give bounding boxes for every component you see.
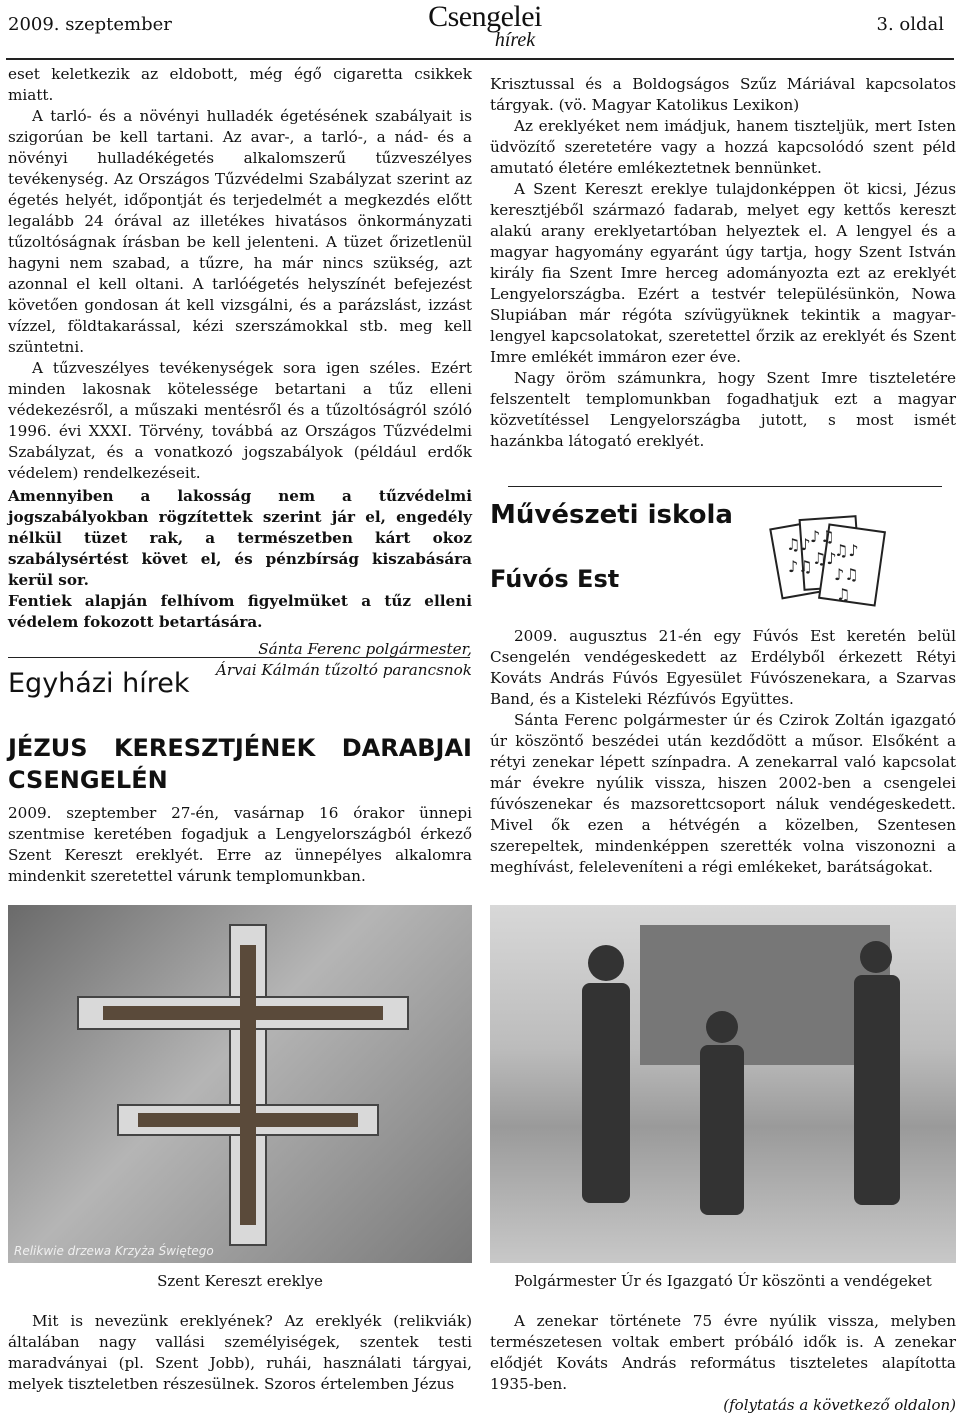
left-bold-appeal: Fentiek alapján felhívom figyelmüket a tűz elleni védelem fokozott betartására. [8,592,472,631]
relic-definition-paragraph: Mit is nevezünk ereklyének? Az ereklyék (relikviák) általában nagy vallási személyiségek, szentek testi maradványai (pl. Szent Jobb), ruhái, használati tárgyai, melyek tiszteletben részesülnek. Szoros értelemben Jézus [8,1312,472,1393]
cross-article-paragraph: 2009. szeptember 27-én, vasárnap 16 órakor ünnepi szentmise keretében fogadjuk a Lengyelországból érkező Szent Kereszt ereklyét. Erre az ünnepélyes alkalomra mindenkit szeretettel várunk templomunkban. [8,804,472,885]
svg-text:♫: ♫ [836,585,851,604]
svg-text:♪♫: ♪♫ [810,527,835,546]
masthead [420,0,550,51]
music-sheets-icon [768,510,888,620]
right-paragraph-1: Krisztussal és a Boldogságos Szűz Máriával kapcsolatos tárgyak. (vö. Magyar Katolikus Lexikon) [490,75,956,114]
right-column [490,74,956,452]
left-section-rule [8,657,470,658]
signature-fire-chief: Árvai Kálmán tűzoltó parancsnok [215,661,472,679]
right-paragraph-3: A Szent Kereszt ereklye tulajdonképpen öt kicsi, Jézus keresztjéből származó fadarab, melyet egy kettős kereszt alakú arany ereklyetartóban helyeztek el. A lengyel és a magyar hagyomány egyaránt úgy tartja, hogy Szent István király fia Szent Imre herceg adományozta ezt az ereklyét Lengyelországba. Ezért a testvér településünkön, Nowa Slupiában már régóta szívügyüknek tekintik a magyar-lengyel kapcsolatokat, szeretettel őrzik az ereklyét és Szent Imre emlékét immáron ezer éve. [490,180,956,366]
left-paragraph-1: eset keletkezik az eldobott, még égő cigaretta csikkek miatt. [8,65,472,104]
masthead-subtitle: hírek [494,29,536,51]
section-title-art-school: Művészeti iskola [490,500,733,530]
article-title-cross: JÉZUS KERESZTJÉNEK DARABJAI CSENGELÉN [8,734,472,794]
svg-text:♪♫: ♪♫ [834,565,859,584]
left-paragraph-2: A tarló- és a növényi hulladék égetésének szabályait is szigorúan be kell tartani. Az avar-, a tarló-, a nád- és a növényi hulladékégetés alkalomszerű tűzveszélyes tevékenység. Az Országos Tűzvédelmi Szabályzat szerint az égetés helyét, időpontját és terjedelmét a megkezdés előtt legalább 24 órával az illetékes hivatásos önkormányzati tűzoltóságnak írásban be kell jelenteni. A tüzet őrizetlenül hagyni nem szabad, a tűzre, ha már nincs szükség, azt azonnal el kell oltani. A tarlóégetés helyszínét befejezést követően gondosan át kell vizsgálni, és a parázslást, izzást vízzel, földtakarással, kézi szerszámokkal stb. meg kell szüntetni. [8,107,472,356]
svg-text:♫♪: ♫♪ [786,535,811,554]
continued-note: (folytatás a következő oldalon) [723,1396,956,1414]
wind-evening-paragraph-1: 2009. augusztus 21-én egy Fúvós Est keretén belül Csengelén vendégeskedett az Erdélyből érkezett Rétyi Kováts András Fúvós Egyesület Fúvószenekara, a Szarvas Band, és a Kisteleki Rézfúvós Együttes. [490,627,956,708]
bottom-right-text [490,1311,956,1416]
caption-mayor-and-director: Polgármester Úr és Igazgató Úr köszönti a vendégeket [514,1272,932,1290]
right-paragraph-4: Nagy öröm számunkra, hogy Szent Imre tiszteletére felszentelt templomunkban fogadhatjuk ezt a magyar közvetítéssel Lengyelországba jutott, s most ismét hazánkba látogató ereklyét. [490,369,956,450]
cross-article-text [8,803,472,887]
svg-text:♫♪: ♫♪ [812,549,837,568]
signature-mayor: Sánta Ferenc polgármester, [258,640,472,658]
left-bold-warning: Amennyiben a lakosság nem a tűzvédelmi jogszabályokban rögzítettek szerint jár el, engedély nélkül tüzet rak, a természetben kárt okoz szabálysértést követ el, és pénzbírság kiszabására kerül sor. [8,487,472,589]
page-number: 3. oldal [876,14,944,35]
photo-mayor-and-director [490,905,956,1263]
masthead-title: Csengelei [428,0,542,33]
issue-date: 2009. szeptember [8,14,172,35]
wind-evening-paragraph-2: Sánta Ferenc polgármester úr és Czirok Zoltán igazgató úr köszöntő beszédei után kezdődött a műsor. Elsőként a rétyi zenekar lépett színpadra. A zenekarral való kapcsolat már évekre nyúlik vissza, hiszen 2002-ben a csengelei fúvószenekar és mazsorettcsoport náluk vendégeskedett. Mivel ők ezen a hétvégén a közelben, Szentesen szerepeltek, mindenképpen szerették volna viszonozni a meghívást, feleleveníteni a régi emlékeket, barátságokat. [490,711,956,876]
left-paragraph-3: A tűzveszélyes tevékenységek sora igen széles. Ezért minden lakosnak kötelessége betartani a tűz elleni védekezésről, a műszaki mentésről és a tűzoltóságról szóló 1996. évi XXXI. Törvény, továbbá az Országos Tűzvédelmi Szabályzat, és a vonatkozó jogszabályok (például erdők védelem) rendelkezéseit. [8,359,472,482]
left-column [8,64,472,681]
svg-text:♪♫: ♪♫ [788,557,813,576]
bottom-left-text [8,1311,472,1395]
relic-overlay-caption: Relikwie drzewa Krzyża Świętego [14,1244,214,1258]
page-header [0,0,960,60]
header-rule [6,58,954,60]
section-title-church-news: Egyházi hírek [8,668,190,699]
caption-holy-cross-relic: Szent Kereszt ereklye [157,1272,323,1290]
right-paragraph-2: Az ereklyéket nem imádjuk, hanem tiszteljük, mert Isten üdvözítő szeretetére vagy a hozzá kapcsolódó szent péld amutató életére emlékeztetnek bennünket. [490,117,956,177]
subsection-title-wind-evening: Fúvós Est [490,565,620,593]
wind-evening-text [490,626,956,878]
band-history-paragraph: A zenekar története 75 évre nyúlik vissza, melyben természetesen voltak embert próbáló idők is. A zenekar elődjét Kováts András református tiszteletes alapította 1935-ben. [490,1312,956,1393]
cross-relic-icon [8,905,472,1263]
right-section-rule [508,486,942,487]
svg-text:♫♪: ♫♪ [834,541,859,560]
photo-holy-cross-relic [8,905,472,1263]
